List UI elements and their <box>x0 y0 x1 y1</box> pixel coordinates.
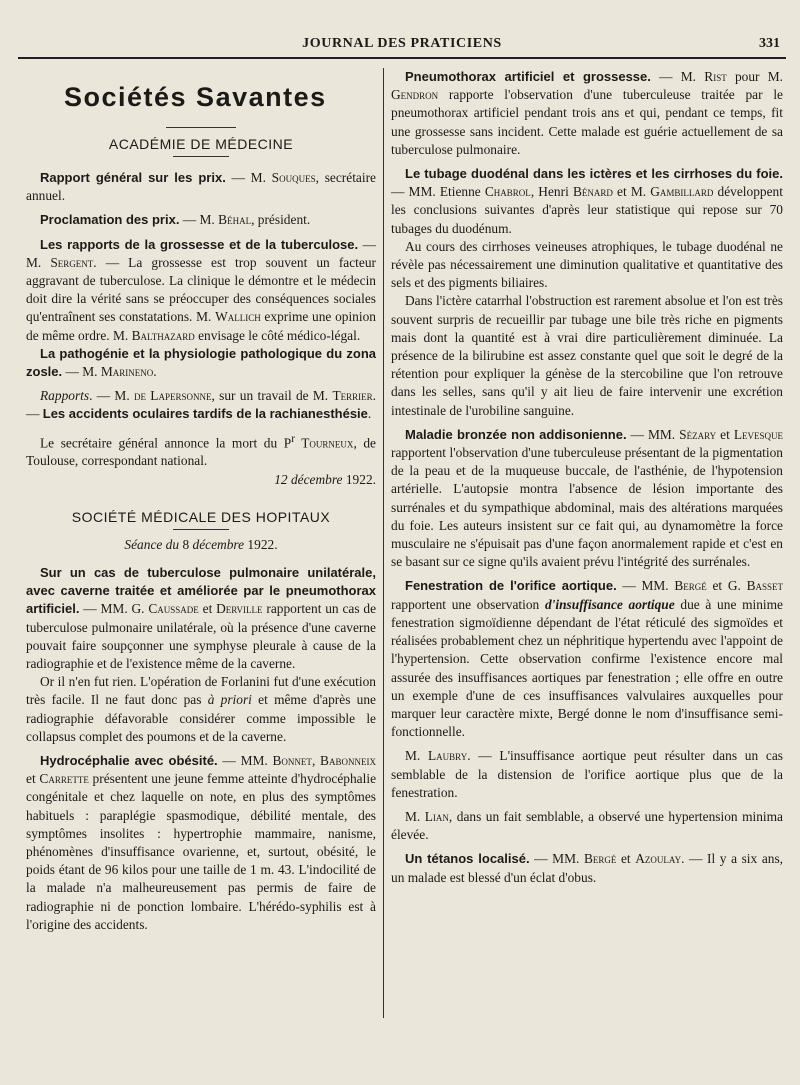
paragraph-lead: Rapports <box>40 388 90 404</box>
author-name: Sézary <box>679 426 717 442</box>
text: présentent une jeune femme atteinte d'hydrocéphalie congénitale et chez laquelle on note, en plus des symptômes habituels : paraplégie spasmodique, débilité mentale, des symptômes insolites : hypertrophie mammaire, nanisme, phénomènes d'insuffisance ovarienne, et, surtout, obésité, le poids étant de 96 kilos pour une taille de 1 m. 43. L'indocilité de la malade n'a malheureusement pas permis de faire de radiographie ni de ponction lombaire. L'hérédo-syphilis est à l'origine des accidents. <box>26 771 377 932</box>
text: et <box>198 601 217 617</box>
paragraph-fenestration <box>391 577 783 741</box>
author-name: Bonnet <box>272 752 312 768</box>
bold-phrase: Les accidents oculaires tardifs de la rachianesthésie <box>42 406 368 422</box>
text: , sur un travail de M. <box>211 388 333 404</box>
header-rule <box>18 57 786 59</box>
text: pour M. <box>726 69 783 84</box>
date-line <box>26 471 376 489</box>
date-number: 12 <box>274 471 288 487</box>
author-name: Gambillard <box>650 184 714 200</box>
text: envisage le côté médico-légal. <box>194 327 361 343</box>
text: . — Il y a six ans, un malade est blessé d'un éclat d'obus. <box>391 851 784 885</box>
text: due à une minime fenestration sigmoïdienne dépendant de l'état réticulé des sigmoïdes et réalisées probablement chez un néphritique hypertendu avec l'appoint de l'hypertension. Cette observation confirme l'existence encore mal assurée des insuffisances aortiques par fenestration ; elle offre en outre un exemple d'une de ces insuffisances valvulaires auxquelles pour marquer leur caractère mixte, Bergé donne le nom d'insuffisance semi-fonctionnelle. <box>391 596 783 740</box>
author-name: Azoulay <box>635 851 682 867</box>
date-year: 1922. <box>345 471 376 487</box>
text: et M. <box>612 184 651 200</box>
text: . <box>153 364 157 380</box>
section-title-academie: ACADÉMIE DE MÉDECINE <box>108 136 294 152</box>
paragraph-lead: Un tétanos localisé. <box>405 851 530 867</box>
author-name: Marineno <box>100 364 154 380</box>
text: M. <box>405 748 428 764</box>
text: rapportent l'observation d'une tuberculeuse présentant de la pigmentation de la peau et de la muqueuse buccale, de l'asthénie, de l'hypotension artérielle. L'autopsie montra l'absence de lésion importante des surrénales et du sympathique abdominal, mais des altérations marquées du foie. Les auteurs insistent sur ce fait qui, au dynamomètre la force musculaire ne s'épuisait pas d'une façon anormalement rapide et c'est en se basant sur ce signe qu'ils avaient prévu l'intégrité des surrénales. <box>391 445 783 570</box>
text: — M. <box>650 69 705 84</box>
text: rapporte l'observation d'une tuberculeuse traitée par le pneumothorax artificiel pendant trois ans et qui, pendant ce temps, fit une grossesse sans incident. Cette malade est guérie actuellement de sa tuberculose pulmonaire. <box>391 87 783 157</box>
author-name: Laubry <box>428 748 468 764</box>
page-number: 331 <box>759 36 780 51</box>
text: — M. <box>179 212 219 228</box>
paragraph-maladie-bronzee <box>391 426 783 572</box>
author-name: Wallich <box>215 309 261 325</box>
seance-year: 1922. <box>247 536 278 552</box>
paragraph-hydrocephalie <box>26 752 376 934</box>
paragraph-lead: La pathogénie et la physiologie pathologique du zona zosle. <box>26 345 376 380</box>
author-name: Bergé <box>583 851 617 867</box>
paragraph-necrologie <box>26 430 376 471</box>
section-title-hopitaux: SOCIÉTÉ MÉDICALE DES HOPITAUX <box>71 508 331 525</box>
main-title: Sociétés Savantes <box>64 82 327 112</box>
paragraph-lead: Le tubage duodénal dans les ictères et les cirrhoses du foie. <box>405 166 783 182</box>
paragraph-zona <box>26 345 376 381</box>
paragraph-pneumothorax-grossesse <box>391 68 783 159</box>
paragraph-laubry <box>391 747 783 802</box>
text: . — La grossesse est trop souvent un facteur aggravant de tuberculose. La clinique le démontre et le médecin doit dire la vérité sans se préoccuper des conséquences sociales qu'entraînent ses constatations. M. <box>26 254 376 325</box>
text: . <box>367 406 372 422</box>
text: Le secrétaire général annonce la mort du P <box>40 435 292 451</box>
paragraph-lead: Fenestration de l'orifice aortique. <box>405 578 617 594</box>
text: et <box>616 851 636 867</box>
paragraph-cirrhoses: Au cours des cirrhoses veineuses atrophiques, le tubage duodénal ne révèle pas nécessairement une diminution qualitative et quantitative des sels et des pigments biliaires. <box>391 238 783 291</box>
paragraph-tuberculose-unilaterale <box>26 564 376 673</box>
running-header <box>18 36 786 62</box>
author-name: Bénard <box>572 184 613 200</box>
paragraph-lian <box>391 808 783 844</box>
text: — MM. <box>217 752 273 768</box>
text: Or il n'en fut rien. L'opération de Forlanini fut d'une exécution très facile. Il ne faut donc pas <box>26 674 376 708</box>
text: — M. <box>26 236 376 270</box>
text: développent les conclusions suivantes d'après leur statistique qui repose sur 70 tubages du duodénum. <box>391 184 783 236</box>
author-name: Rist <box>704 69 727 84</box>
paragraph-lead: Hydrocéphalie avec obésité. <box>40 752 218 768</box>
author-name: Balthazard <box>131 327 195 343</box>
text: et même d'après une radiographie défavorable considérer comme impossible le collapsus complet des poumons et de la caverne. <box>26 692 376 744</box>
text: , Henri <box>530 184 573 200</box>
text: — M. <box>62 364 101 380</box>
author-name: Chabrol <box>484 184 531 200</box>
text: — M. <box>225 170 272 185</box>
paragraph-lead: Proclamation des prix. <box>40 212 180 228</box>
column-divider <box>383 68 384 1018</box>
author-name: Lian <box>424 808 449 824</box>
paragraph-tetanos <box>391 850 783 886</box>
author-name: Babonneix <box>320 752 376 768</box>
text: et <box>26 771 40 787</box>
paragraph-tubage-duodenal <box>391 165 783 238</box>
text: et <box>716 426 734 442</box>
author-name: Sergent <box>50 254 94 270</box>
author-name: Derville <box>216 601 263 617</box>
paragraph-lead: Pneumothorax artificiel et grossesse. <box>405 69 651 84</box>
journal-title: JOURNAL DES PRATICIENS <box>302 36 502 51</box>
seance-word: Séance du <box>124 536 180 552</box>
text: — MM. <box>616 578 675 594</box>
paragraph-rapport-prix <box>26 169 376 205</box>
author-name: Souques <box>271 170 316 185</box>
paragraph-forlanini <box>26 673 376 746</box>
text: et G. <box>706 578 747 594</box>
author-name: Tourneux <box>294 435 354 451</box>
author-name: Gendron <box>391 87 439 103</box>
seance-date <box>26 536 376 554</box>
left-column <box>26 68 376 1071</box>
paragraph-rapports <box>26 387 376 423</box>
paragraph-lead: Rapport général sur les prix. <box>40 170 226 185</box>
author-name: Bergé <box>674 578 707 594</box>
seance-month: décembre <box>192 536 245 552</box>
paragraph-ictere: Dans l'ictère catarrhal l'obstruction est rarement absolue et l'on est très souvent surpris de recueillir par tubage une bile très riche en pigments mais dont la quantité est à vrai dire particulièrement diminuée. La présence de la bilirubine est assez constante quel que soit le degré de la rétention pour expliquer la génèse de la stercobiline que l'on retrouve dans les selles, sans qu'il y ait lieu de faire intervenir une excrétion intestinale de l'urobiline sanguine. <box>391 293 783 418</box>
section-rule <box>173 529 229 530</box>
section-rule <box>173 156 229 157</box>
paragraph-lead: Maladie bronzée non addisonienne. <box>405 426 627 442</box>
text: — MM. G. <box>79 601 149 617</box>
author-name: de Lapersonne <box>134 388 212 404</box>
text: , de Toulouse, correspondant national. <box>26 435 376 469</box>
text: , secrétaire annuel. <box>26 170 376 204</box>
author-name: Caussade <box>148 601 199 617</box>
bold-italic-phrase: d'insuffisance aortique <box>544 596 675 612</box>
text: , président. <box>251 212 311 228</box>
author-name: Basset <box>746 578 783 594</box>
right-column <box>391 68 783 1071</box>
text: — MM. <box>529 851 584 867</box>
author-name: Carrette <box>39 771 89 787</box>
author-name: Béhal <box>218 212 252 228</box>
text: . — L'insuffisance aortique peut résulter dans un cas semblable de la distension de l'orifice aortique plus que de la fenestration. <box>391 748 783 800</box>
text: rapportent une observation <box>391 596 545 612</box>
text: , <box>311 752 321 768</box>
paragraph-lead: Les rapports de la grossesse et de la tuberculose. <box>40 236 359 252</box>
text: — MM. <box>626 426 680 442</box>
paragraph-lead: Sur un cas de tuberculose pulmonaire unilatérale, avec caverne traitée et améliorée par le pneumothorax artificiel. <box>26 564 376 617</box>
text: rapportent un cas de tuberculose pulmonaire unilatérale, où la présence d'une caverne pouvait faire soupçonner une symphyse pleurale à cause de la radiographie et de l'existence même de la caverne. <box>26 601 377 671</box>
text: . — <box>26 388 376 422</box>
author-name: Terrier <box>332 388 373 404</box>
text: M. <box>405 808 425 824</box>
superscript: r <box>291 432 295 445</box>
paragraph-grossesse-tuberculose <box>26 236 376 345</box>
italic-phrase: à priori <box>207 692 252 708</box>
paragraph-proclamation <box>26 211 376 229</box>
author-name: Levesque <box>733 426 783 442</box>
text: — MM. Etienne <box>391 184 485 200</box>
text: exprime une opinion de même ordre. M. <box>26 309 376 343</box>
title-rule <box>166 127 236 128</box>
text: . — M. <box>89 388 134 404</box>
text: , dans un fait semblable, a observé une hypertension minima élevée. <box>391 808 783 843</box>
date-month: décembre <box>290 471 343 487</box>
seance-day: 8 <box>182 536 190 552</box>
